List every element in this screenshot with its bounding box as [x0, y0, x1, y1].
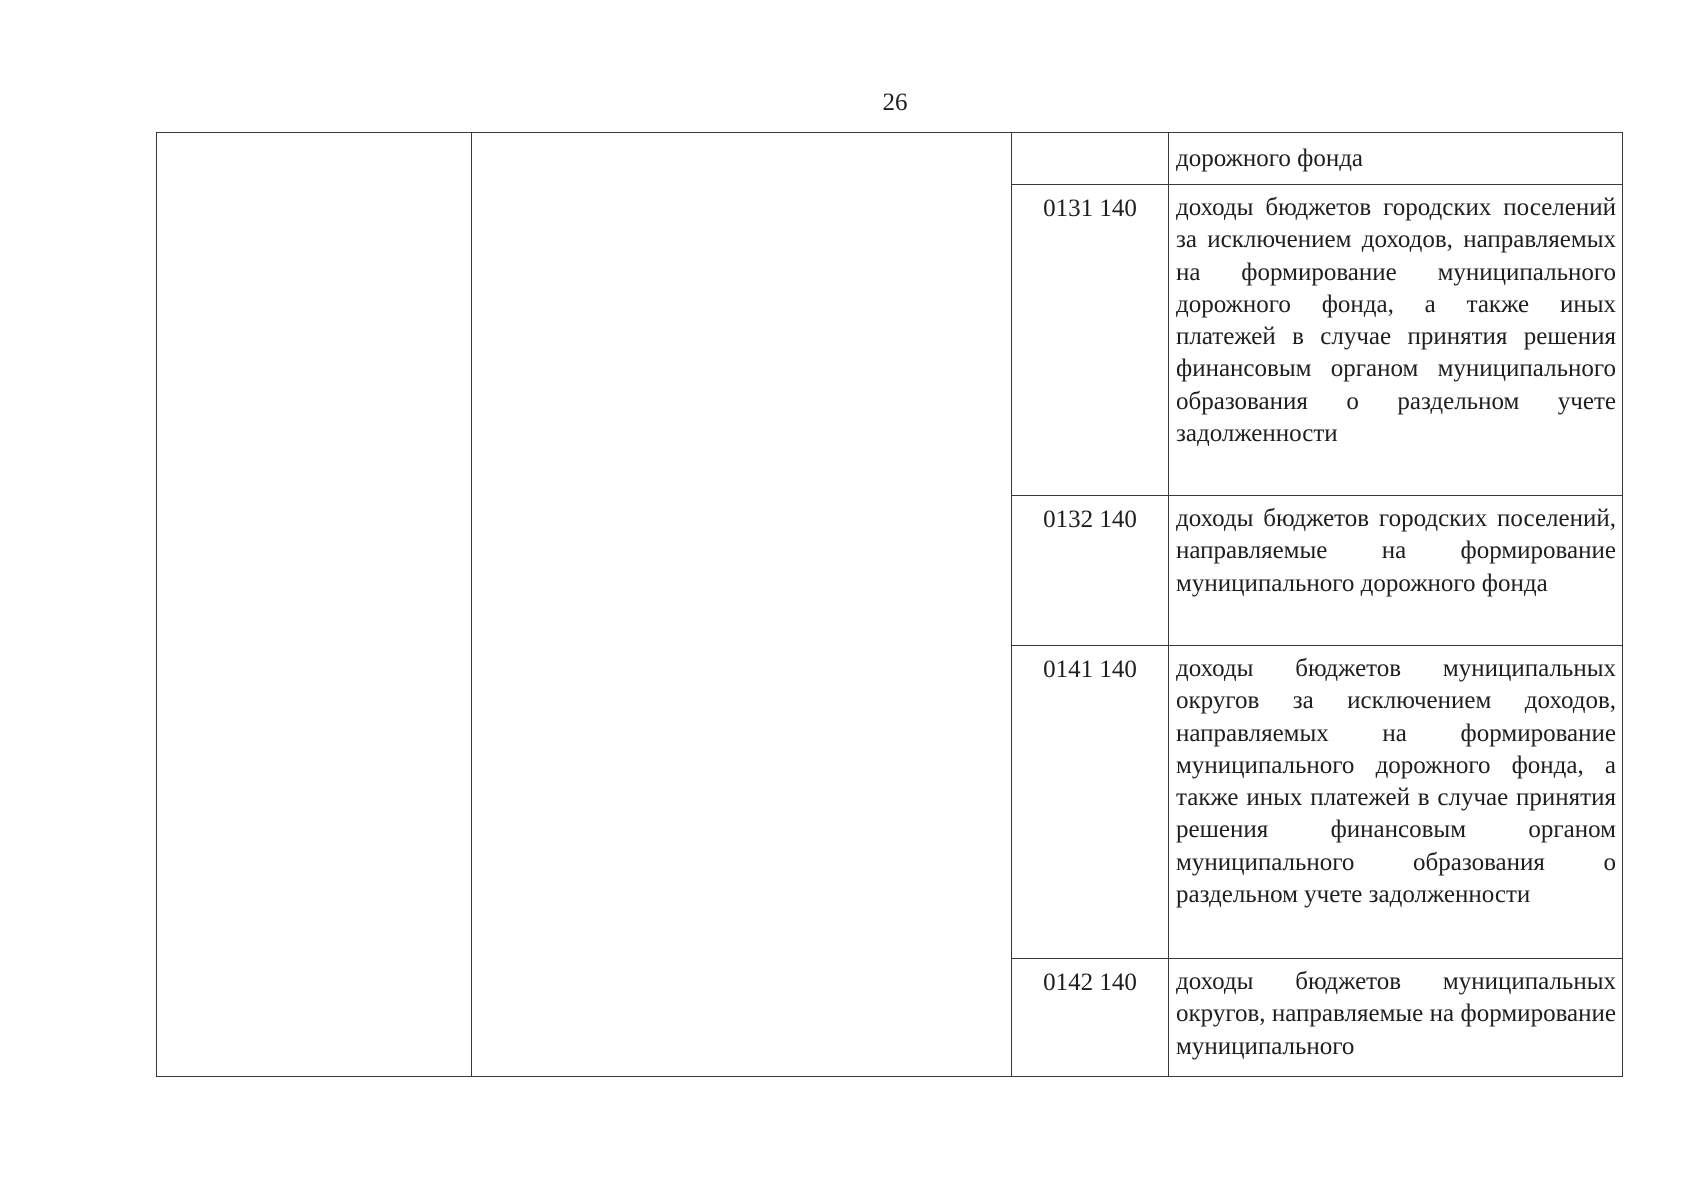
page-number: 26 [882, 89, 908, 116]
description-cell: дорожного фонда [1169, 133, 1623, 185]
description-cell: доходы бюджетов городских поселений за исключением доходов, направляемых на формирование муниципального дорожного фонда, а также иных платежей в случае принятия решения финансовым органом муниципального образования о раздельном учете задолженности [1169, 185, 1623, 496]
code-cell: 0132 140 [1012, 496, 1169, 646]
empty-column-cell-1 [157, 133, 472, 1077]
income-codes-table [156, 132, 1623, 1077]
empty-column-cell-2 [472, 133, 1012, 1077]
table-row [157, 133, 1623, 185]
code-cell [1012, 133, 1169, 185]
description-cell: доходы бюджетов городских поселений, направляемые на формирование муниципального дорожного фонда [1169, 496, 1623, 646]
description-cell: доходы бюджетов муниципальных округов, направляемые на формирование муниципального [1169, 959, 1623, 1077]
code-cell: 0141 140 [1012, 646, 1169, 959]
description-cell: доходы бюджетов муниципальных округов за исключением доходов, направляемых на формирование муниципального дорожного фонда, а также иных платежей в случае принятия решения финансовым органом муниципального образования о раздельном учете задолженности [1169, 646, 1623, 959]
code-cell: 0131 140 [1012, 185, 1169, 496]
code-cell: 0142 140 [1012, 959, 1169, 1077]
